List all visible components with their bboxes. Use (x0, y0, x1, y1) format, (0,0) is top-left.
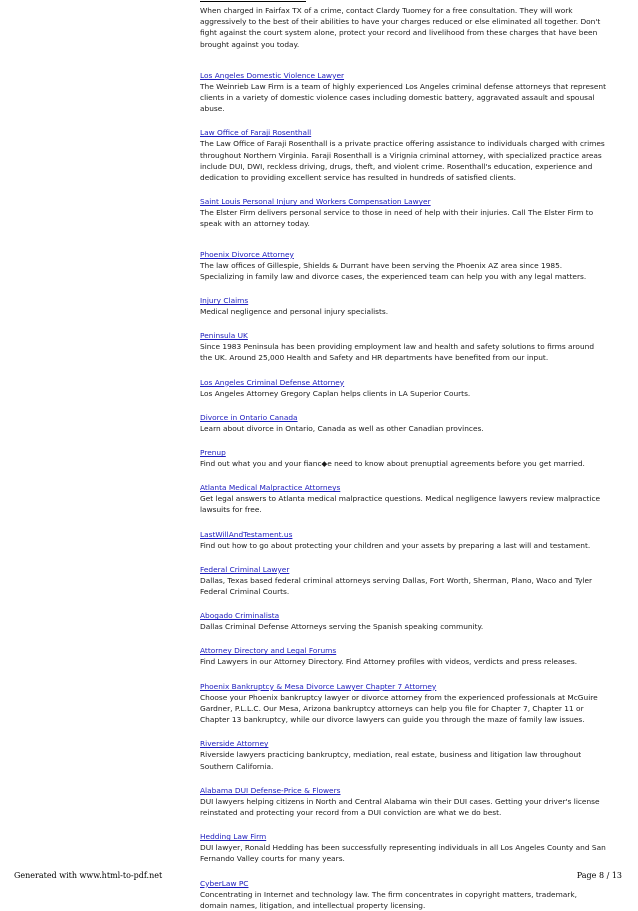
listing-link[interactable]: Law Office of Faraji Rosenthall (200, 128, 312, 138)
listing-entry (200, 128, 606, 183)
listing-description: Learn about divorce in Ontario, Canada as well as other Canadian provinces. (200, 423, 484, 433)
listing-link[interactable]: Atlanta Medical Malpractice Attorneys (200, 483, 341, 493)
listing-description: Los Angeles Attorney Gregory Caplan helps clients in LA Superior Courts. (200, 388, 471, 398)
listing-link[interactable]: Peninsula UK (200, 331, 248, 341)
footer-generator-text: Generated with www.html-to-pdf.net (14, 871, 163, 880)
listing-description: The law offices of Gillespie, Shields & Durrant have been serving the Phoenix AZ area since 1985. Specializing in family law and divorce cases, the experienced team can help you with any legal matters. (200, 260, 587, 281)
listing-link[interactable]: Federal Criminal Lawyer (200, 564, 290, 574)
listing-link[interactable]: Los Angeles Domestic Violence Lawyer (200, 70, 345, 80)
listing-entry (200, 483, 606, 515)
listing-link[interactable]: Los Angeles Criminal Defense Attorney (200, 377, 345, 387)
listing-link[interactable]: Saint Louis Personal Injury and Workers Compensation Lawyer (200, 197, 431, 207)
listing-entry (200, 296, 606, 317)
listing-description: Find Lawyers in our Attorney Directory. Find Attorney profiles with videos, verdicts and press releases. (200, 657, 578, 667)
listing-description: Choose your Phoenix bankruptcy lawyer or divorce attorney from the experienced professionals at McGuire Gardner, P.L.L.C. Our Mesa, Arizona bankruptcy attorneys can help you file for Chapter 7, Chapter 11 or Chapter 13 bankruptcy, while our divorce lawyers can guide you through the maze of family law issues. (200, 692, 598, 725)
listing-entry (200, 646, 606, 667)
footer-page-number: Page 8 / 13 (576, 871, 622, 880)
listing-link[interactable]: Hedding Law Firm (200, 832, 267, 842)
listing-link[interactable]: Injury Claims (200, 296, 249, 306)
listing-entry (200, 197, 606, 229)
listing-description: Since 1983 Peninsula has been providing employment law and health and safety solutions to firms around the UK. Around 25,000 Health and Safety and HR departments have benefited from our input. (200, 342, 595, 363)
listing-entry (200, 71, 606, 115)
listing-entry (200, 565, 606, 597)
listing-link[interactable]: Phoenix Bankruptcy & Mesa Divorce Lawyer Chapter 7 Attorney (200, 681, 437, 691)
listing-description: Dallas, Texas based federal criminal attorneys serving Dallas, Fort Worth, Sherman, Plano, Waco and Tyler Federal Criminal Courts. (200, 575, 593, 597)
listing-description: Riverside lawyers practicing bankruptcy, mediation, real estate, business and litigation law throughout Southern California. (200, 750, 582, 771)
listing-description: Get legal answers to Atlanta medical malpractice questions. Medical negligence lawyers review malpractice lawsuits for free. (200, 494, 601, 515)
listing-description: The Weinrieb Law Firm is a team of highly experienced Los Angeles criminal defense attorneys that represent clients in a variety of domestic violence cases including domestic battery, aggravated assault and spousal abuse. (200, 81, 606, 114)
listing-description: The Law Office of Faraji Rosenthall is a private practice offering assistance to individuals charged with crimes throughout Northern Virginia. Faraji Rosenthall is a Virignia criminal attorney, with specialized practice areas include DUI, DWI, reckless driving, drugs, theft, and violent crime. Rosenthall's education, experience and dedication to providing excellent service has resulted in hundreds of satisfied clients. (200, 139, 605, 183)
listing-description: Concentrating in Internet and technology law. The firm concentrates in copyright matters, trademark, domain names, litigation, and intellectual property licensing. (200, 889, 577, 910)
top-rule (200, 1, 306, 2)
listing-link[interactable]: Divorce in Ontario Canada (200, 412, 298, 422)
listing-entry (200, 413, 606, 434)
listing-entry (200, 832, 606, 864)
listing-entry (200, 739, 606, 771)
listing-description: The Elster Firm delivers personal service to those in need of help with their injuries. Call The Elster Firm to speak with an attorney today. (200, 208, 594, 229)
listing-description: Find out how to go about protecting your children and your assets by preparing a last will and testament. (200, 540, 591, 550)
listing-link[interactable]: Phoenix Divorce Attorney (200, 249, 294, 259)
listing-entry (200, 682, 606, 726)
listing-link[interactable]: LastWillAndTestament.us (200, 529, 293, 539)
listing-entry (200, 611, 606, 632)
listing-link[interactable]: Riverside Attorney (200, 739, 269, 749)
listing-link[interactable]: Alabama DUI Defense-Price & Flowers (200, 785, 341, 795)
listing-description: Medical negligence and personal injury specialists. (200, 307, 389, 317)
listing-description: Dallas Criminal Defense Attorneys serving the Spanish speaking community. (200, 622, 484, 632)
listing-entry (200, 250, 606, 282)
listing-link[interactable]: Prenup (200, 448, 226, 458)
intro-paragraph: When charged in Fairfax TX of a crime, contact Clardy Tuomey for a free consultation. They will work aggressively to the best of their abilities to have your charges reduced or else eliminated all together. Don't fight against the court system alone, protect your record and livelihood from these charges that have been brought against you today. (200, 6, 601, 49)
listing-description: DUI lawyers helping citizens in North and Central Alabama win their DUI cases. Getting your driver's license reinstated and protecting your record from a DUI conviction are what we do best. (200, 796, 600, 817)
content-column (200, 0, 606, 911)
listing-description: Find out what you and your fianc◆e need to know about prenuptial agreements before you get married. (200, 459, 585, 469)
listing-entry (200, 530, 606, 551)
listing-entry (200, 331, 606, 363)
listing-entry (200, 378, 606, 399)
listing-description: DUI lawyer, Ronald Hedding has been successfully representing individuals in all Los Angeles County and San Fernando Valley courts for many years. (200, 843, 606, 864)
listing-link[interactable]: Attorney Directory and Legal Forums (200, 646, 337, 656)
listing-entry (200, 786, 606, 818)
listing-entry (200, 448, 606, 469)
listing-link[interactable]: CyberLaw PC (200, 878, 249, 888)
listing-entry (200, 879, 606, 911)
listing-link[interactable]: Abogado Criminalista (200, 611, 280, 621)
